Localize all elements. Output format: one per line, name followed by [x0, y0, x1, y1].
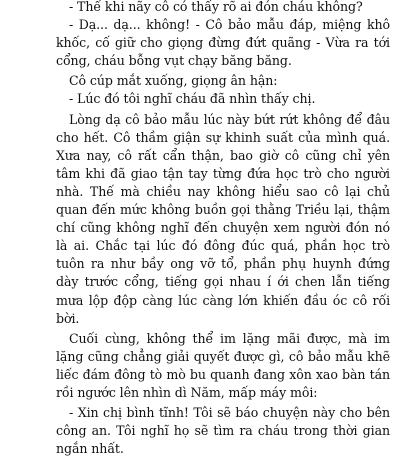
narration-paragraph-1: Lòng dạ cô bảo mẫu lúc này bứt rứt không để đâu cho hết. Cô thầm giận sự khinh suất của mình quá. Xưa nay, cô rất cẩn thận, bao giờ cô cũng chỉ yên tâm khi đã giao tận tay từng đứa học trò cho người nhà. Thế mà chiều nay không hiểu sao cô lại chủ quan đến mức không buồn gọi thằng Triều lại, thậm chí cũng không nghĩ đến chuyện xem người đón nó là ai. Chắc tại lúc đó đông đúc quá, phần học trò tuôn ra như bầy ong vỡ tổ, phần phụ huynh đứng dày trước cổng, tiếng gọi nhau í ới chen lẫn tiếng mưa lộp độp càng lúc càng lớn khiến đầu óc cô rối bời. — [56, 111, 390, 326]
narration-line-1: Cô cúp mắt xuống, giọng ân hận: — [69, 73, 278, 89]
dialogue-line-3: - Lúc đó tôi nghĩ cháu đã nhìn thấy chị. — [69, 91, 316, 107]
page-text — [56, 0, 390, 458]
dialogue-line-2: - Dạ... dạ... không! - Cô bảo mẫu đáp, miệng khô khốc, cố giữ cho giọng đừng đứt quãng - Vừa ra tới cổng, cháu bỗng vụt chạy băng băng. — [56, 17, 390, 69]
narration-paragraph-2: Cuối cùng, không thể im lặng mãi được, mà im lặng cũng chẳng giải quyết được gì, cô bảo mẫu khẽ liếc đám đông tò mò bu quanh đang xôn xao bàn tán rồi ngước lên nhìn dì Năm, mấp máy môi: — [56, 330, 390, 400]
dialogue-line-4: - Xin chị bình tĩnh! Tôi sẽ báo chuyện này cho bên công an. Tôi nghĩ họ sẽ tìm ra cháu trong thời gian ngắn nhất. — [56, 405, 390, 457]
dialogue-line-1: - Thế khi nãy cô có thấy rõ ai đón cháu không? — [69, 0, 363, 14]
